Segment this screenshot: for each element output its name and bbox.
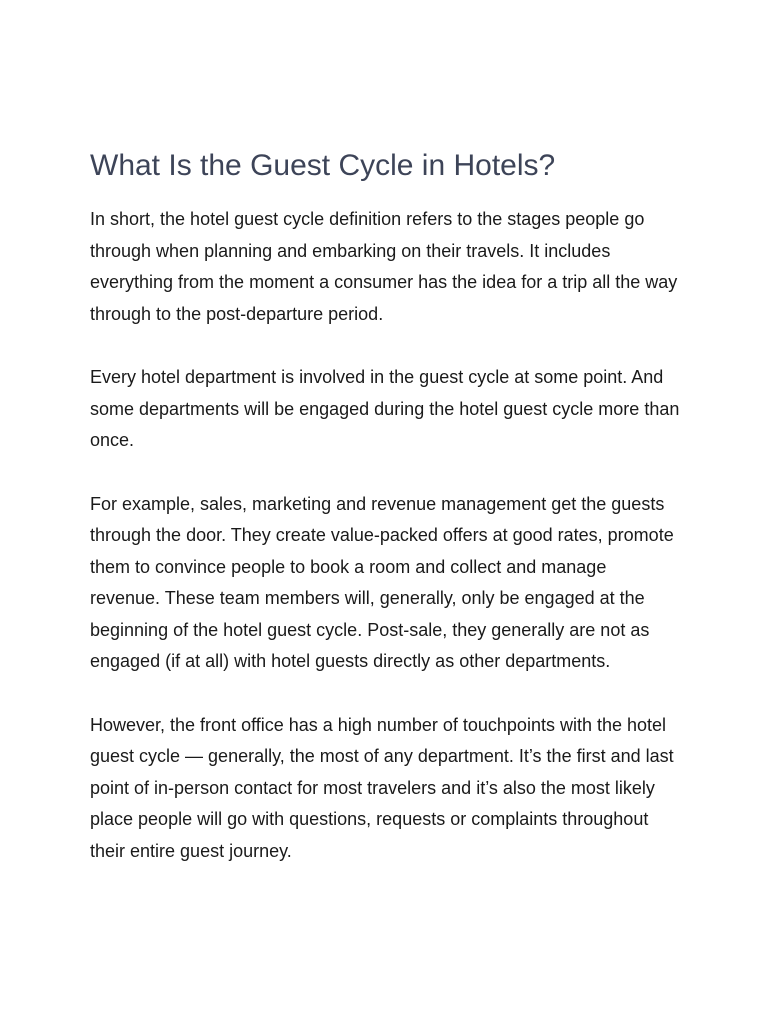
paragraph: In short, the hotel guest cycle definition refers to the stages people go through when planning and embarking on their travels. It includes everything from the moment a consumer has the idea for a trip all the way through to the post-departure period. — [90, 209, 678, 324]
paragraph: However, the front office has a high number of touchpoints with the hotel guest cycle — generally, the most of any department. It’s the first and last point of in-person contact for most travelers and it’s also the most likely place people will go with questions, requests or complaints throughout their entire guest journey. — [90, 714, 674, 861]
paragraph: For example, sales, marketing and revenue management get the guests through the door. They create value-packed offers at good rates, promote them to convince people to book a room and collect and manage revenue. These team members will, generally, only be engaged at the beginning of the hotel guest cycle. Post-sale, they generally are not as engaged (if at all) with hotel guests directly as other departments. — [90, 493, 674, 671]
document-title: What Is the Guest Cycle in Hotels? — [90, 149, 556, 182]
paragraph: Every hotel department is involved in the guest cycle at some point. And some departments will be engaged during the hotel guest cycle more than once. — [90, 367, 680, 450]
